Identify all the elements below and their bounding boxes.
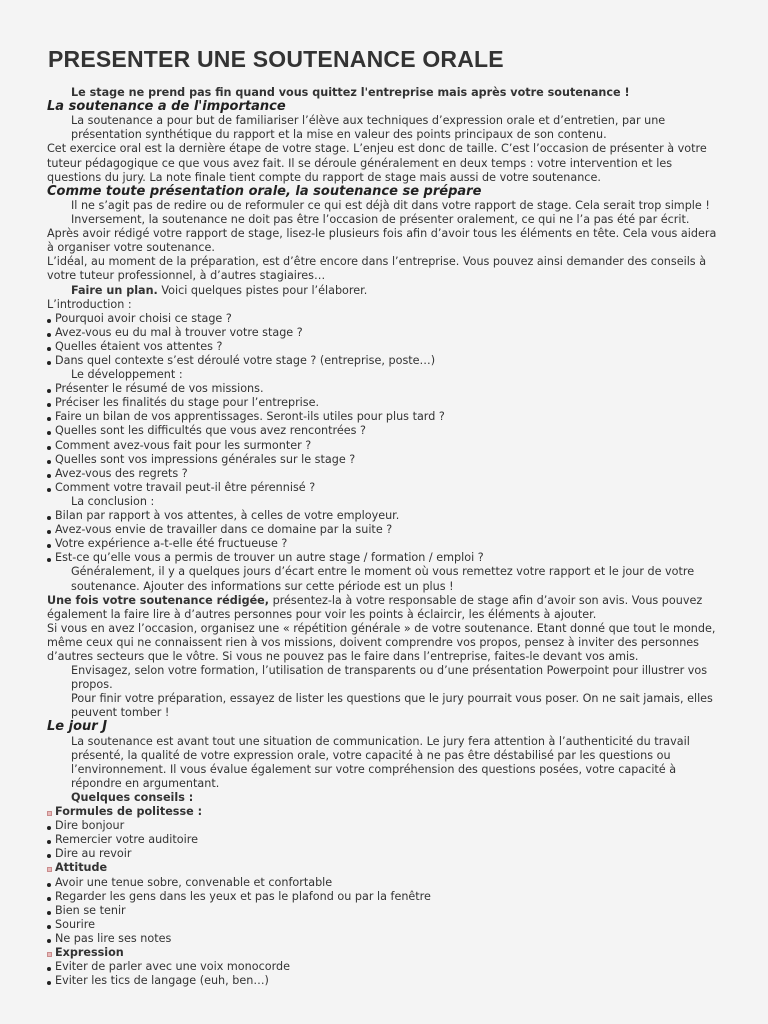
list-item: Sourire	[47, 918, 726, 932]
list-label-developpement: Le développement :	[71, 368, 183, 382]
paragraph: Généralement, il y a quelques jours d’écart entre le moment où vous remettez votre rapport et le jour de votre soutenance. Ajouter des informations sur cette période est un plus !	[71, 565, 695, 593]
developpement-list	[47, 382, 726, 495]
document-body	[47, 86, 726, 988]
list-item: Quelles étaient vos attentes ?	[47, 340, 726, 354]
intro-text: Le stage ne prend pas fin quand vous quittez l'entreprise mais après votre soutenance !	[71, 86, 630, 99]
list-item: Dans quel contexte s’est déroulé votre stage ? (entreprise, poste…)	[47, 354, 726, 368]
list-item: Bien se tenir	[47, 904, 726, 918]
introduction-list	[47, 312, 726, 368]
list-item: Avez-vous eu du mal à trouver votre stage ?	[47, 326, 726, 340]
list-item: Quelles sont les difficultés que vous avez rencontrées ?	[47, 424, 726, 438]
conseils-label: Quelques conseils :	[71, 791, 194, 805]
paragraph: L’idéal, au moment de la préparation, est d’être encore dans l’entreprise. Vous pouvez ainsi demander des conseils à votre tuteur professionnel, à d’autres stagiaires…	[47, 255, 707, 283]
list-item: Eviter les tics de langage (euh, ben…)	[47, 974, 726, 988]
group-label-attitude: Attitude	[47, 861, 726, 875]
plan-bold: Faire un plan.	[71, 283, 158, 297]
list-item: Comment votre travail peut-il être pérennisé ?	[47, 481, 726, 495]
paragraph: Il ne s’agit pas de redire ou de reformuler ce qui est déjà dit dans votre rapport de stage. Cela serait trop simple ! Inversement, la soutenance ne doit pas être l’occasion de présenter oralement, ce qui ne l’a pas été par écrit.	[71, 198, 710, 227]
page-title: PRESENTER UNE SOUTENANCE ORALE	[48, 46, 504, 72]
list-item: Présenter le résumé de vos missions.	[47, 382, 726, 396]
list-item: Avez-vous envie de travailler dans ce domaine par la suite ?	[47, 523, 726, 537]
list-item: Avez-vous des regrets ?	[47, 467, 726, 481]
list-item: Ne pas lire ses notes	[47, 932, 726, 946]
list-item: Dire au revoir	[47, 847, 726, 861]
section-heading-preparation: Comme toute présentation orale, la soutenance se prépare	[47, 183, 482, 199]
paragraph: Après avoir rédigé votre rapport de stage, lisez-le plusieurs fois afin d’avoir tous les éléments en tête. Cela vous aidera à organiser votre soutenance.	[47, 227, 717, 255]
paragraph: Si vous en avez l’occasion, organisez une « répétition générale » de votre soutenance. Etant donné que tout le monde, même ceux qui ne connaissent rien à vos missions, doivent comprendre vos propos, pensez à inviter des personnes d’autres secteurs que le vôtre. Si vous ne pouvez pas le faire dans l’entreprise, faites-le devant vos amis.	[47, 621, 716, 663]
p5-rest: présentez-la à votre responsable de stage afin d’avoir son avis. Vous pouvez également la faire lire à d’autres personnes pour voir les points à éclaircir, les éléments à ajouter.	[47, 593, 703, 621]
section-heading-importance: La soutenance a de l'importance	[47, 99, 286, 115]
list-item: Dire bonjour	[47, 819, 726, 833]
plan-rest: Voici quelques pistes pour l’élaborer.	[157, 283, 368, 297]
p5-bold: Une fois votre soutenance rédigée,	[47, 593, 270, 607]
list-item: Votre expérience a-t-elle été fructueuse ?	[47, 537, 726, 551]
list-item: Bilan par rapport à vos attentes, à celles de votre employeur.	[47, 509, 726, 523]
list-item: Comment avez-vous fait pour les surmonter ?	[47, 439, 726, 453]
paragraph: Pour finir votre préparation, essayez de lister les questions que le jury pourrait vous poser. On ne sait jamais, elles peuvent tomber !	[71, 692, 713, 720]
group-label-politesse: Formules de politesse :	[47, 805, 726, 819]
paragraph: La soutenance a pour but de familiariser l’élève aux techniques d’expression orale et d’entretien, par une présentation synthétique du rapport et la mise en valeur des points principaux de son contenu.	[71, 114, 666, 142]
list-item: Quelles sont vos impressions générales sur le stage ?	[47, 453, 726, 467]
paragraph	[47, 594, 726, 622]
paragraph	[47, 284, 726, 298]
list-label-conclusion: La conclusion :	[71, 494, 155, 508]
list-item: Eviter de parler avec une voix monocorde	[47, 960, 726, 974]
list-item: Préciser les finalités du stage pour l’entreprise.	[47, 396, 726, 410]
list-item: Regarder les gens dans les yeux et pas le plafond ou par la fenêtre	[47, 890, 726, 904]
paragraph: La soutenance est avant tout une situation de communication. Le jury fera attention à l’authenticité du travail présenté, la qualité de votre expression orale, votre capacité à ne pas être déstabilisé par les questions ou l’environnement. Il vous évalue également sur votre compréhension des questions posées, votre capacité à répondre en argumentant.	[71, 734, 690, 790]
list-label-introduction: L’introduction :	[47, 297, 132, 311]
section-heading-jour-j: Le jour J	[47, 719, 108, 735]
list-item: Remercier votre auditoire	[47, 833, 726, 847]
paragraph: Cet exercice oral est la dernière étape de votre stage. L’enjeu est donc de taille. C’est l’occasion de présenter à votre tuteur pédagogique ce que vous avez fait. Il se déroule généralement en deux temps : votre intervention et les questions du jury. La note finale tient compte du rapport de stage mais aussi de votre soutenance.	[47, 142, 707, 184]
list-item: Est-ce qu’elle vous a permis de trouver un autre stage / formation / emploi ?	[47, 551, 726, 565]
list-item: Avoir une tenue sobre, convenable et confortable	[47, 876, 726, 890]
conclusion-list	[47, 509, 726, 565]
group-label-expression: Expression	[47, 946, 726, 960]
list-item: Pourquoi avoir choisi ce stage ?	[47, 312, 726, 326]
paragraph: Envisagez, selon votre formation, l’utilisation de transparents ou d’une présentation Powerpoint pour illustrer vos propos.	[71, 664, 708, 692]
list-item: Faire un bilan de vos apprentissages. Seront-ils utiles pour plus tard ?	[47, 410, 726, 424]
